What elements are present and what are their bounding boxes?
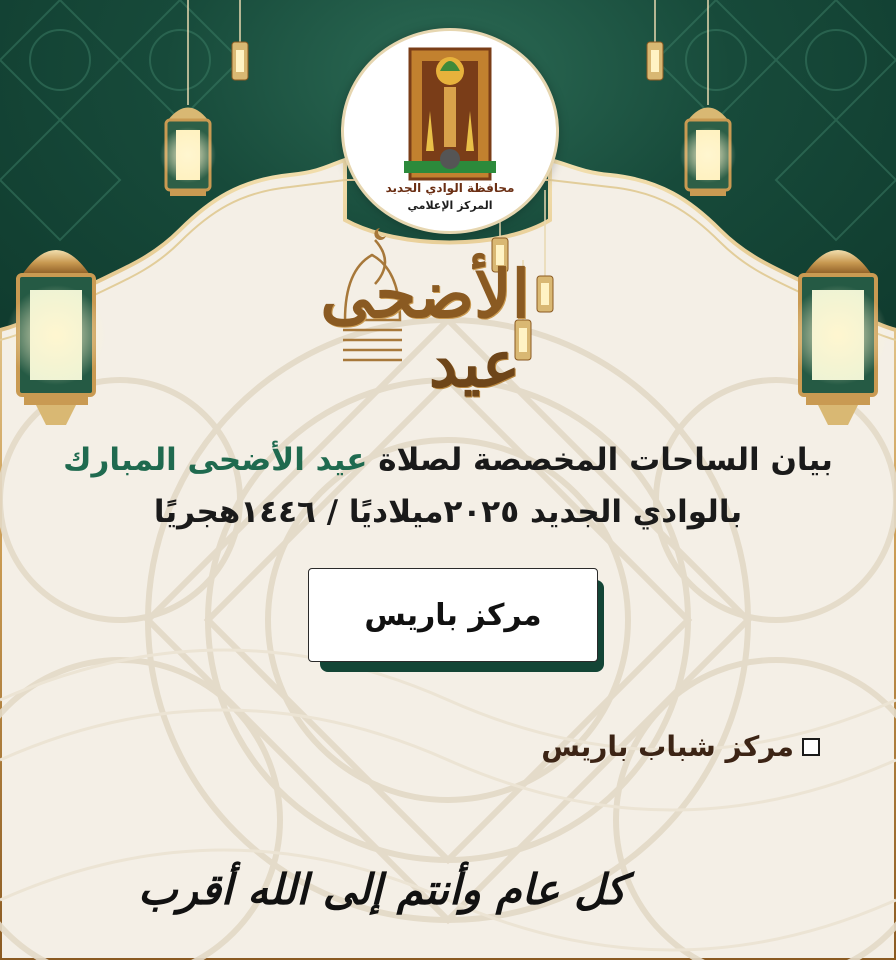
headline [20, 440, 876, 482]
logo-governorate-label: محافظة الوادي الجديد [385, 181, 515, 195]
headline-text: بيان الساحات المخصصة لصلاة [367, 442, 833, 478]
lantern-icon [680, 108, 736, 197]
center-name: مركز باريس [364, 597, 542, 633]
logo-emblem-icon [344, 31, 556, 181]
center-box [308, 568, 598, 662]
logo-media-center-label: المركز الإعلامي [407, 199, 493, 212]
list-item [541, 730, 820, 763]
lantern-icon [160, 108, 216, 197]
eid-title-line1: الأضحى [320, 255, 530, 333]
headline-highlight: عيد الأضحى المبارك [63, 442, 368, 478]
eid-title-line2: عيد [428, 327, 520, 402]
lantern-icon [647, 42, 663, 80]
headline-date-line: بالوادي الجديد ٢٠٢٥ميلاديًا / ١٤٤٦هجريًا [153, 494, 743, 530]
footer-greeting: كل عام وأنتم إلى الله أقرب [138, 865, 626, 914]
location-label: مركز شباب باريس [541, 730, 794, 763]
lantern-icon [232, 42, 248, 80]
governorate-logo [341, 28, 559, 234]
checkbox-icon [802, 738, 820, 756]
eid-title [320, 255, 570, 425]
